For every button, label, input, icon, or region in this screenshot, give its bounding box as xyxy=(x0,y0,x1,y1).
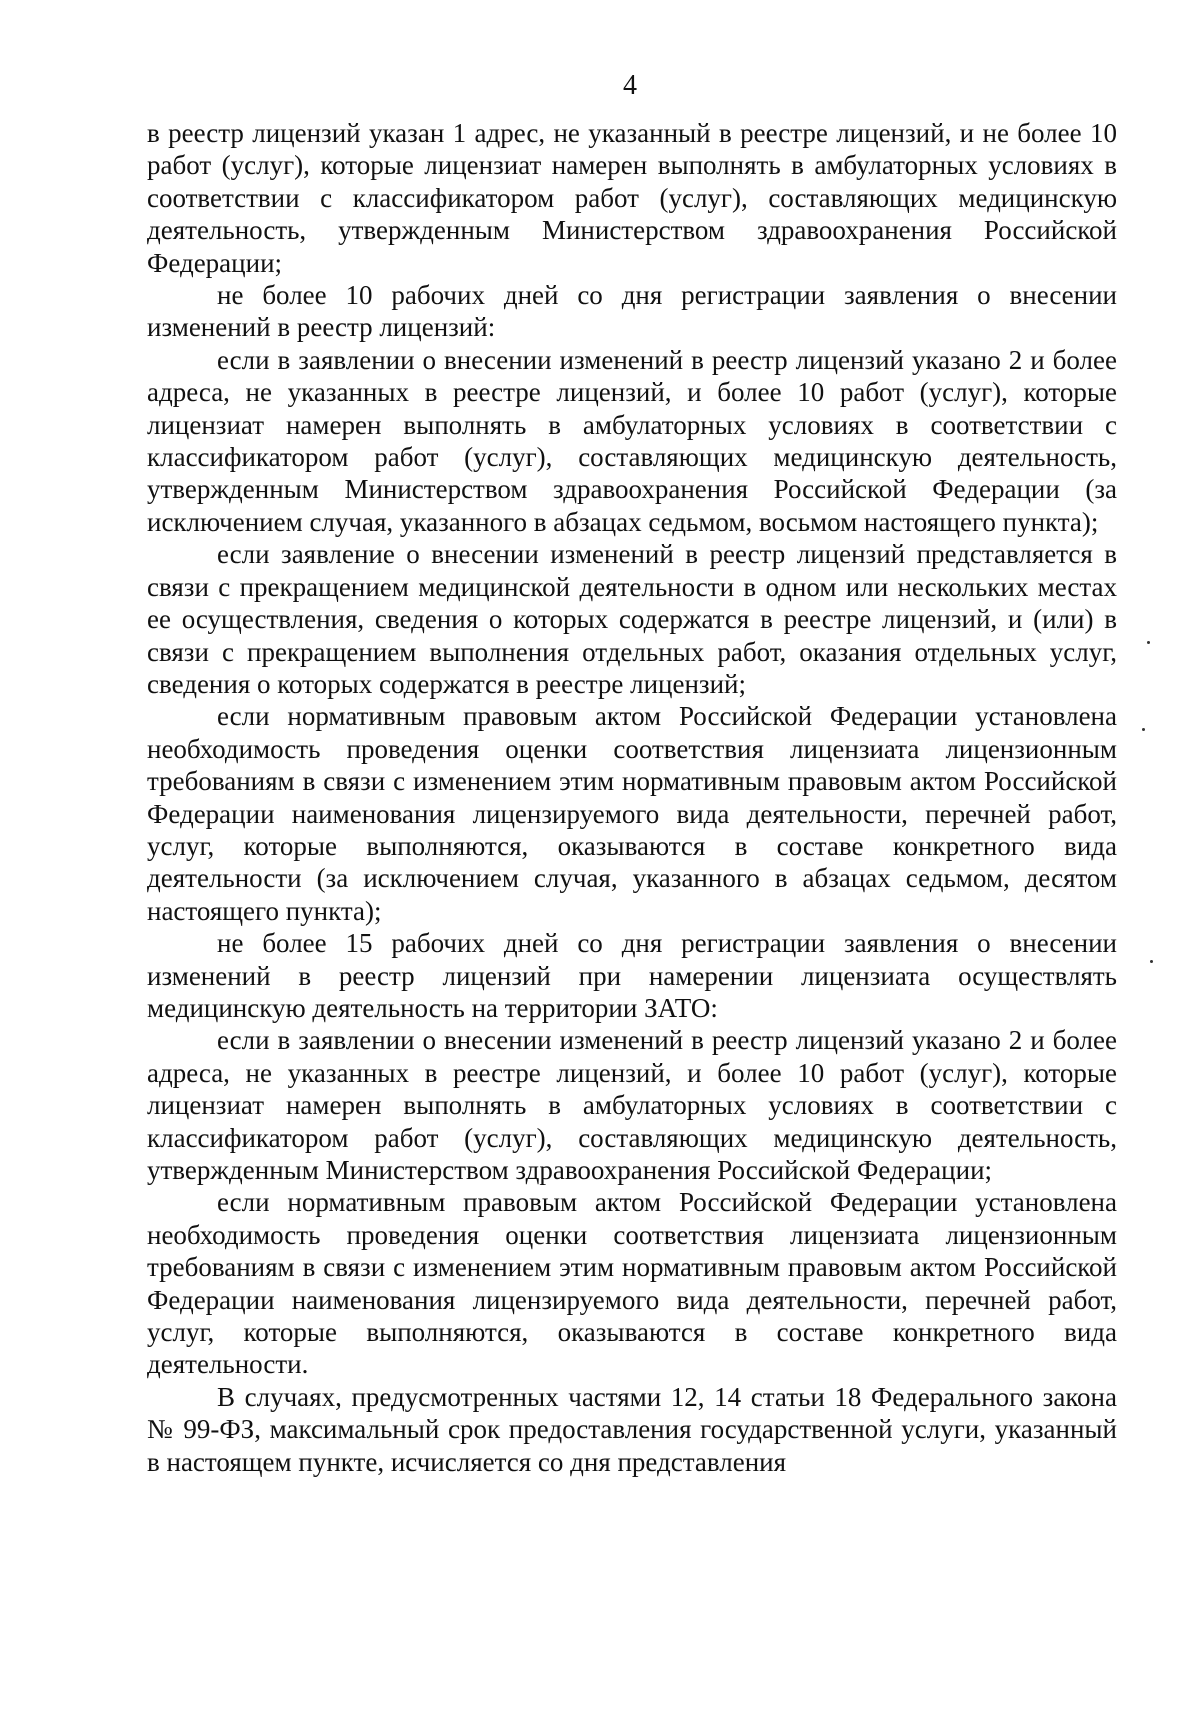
paragraph-termination-of-activity: если заявление о внесении изменений в реестр лицензий представляется в связи с прекращением медицинской деятельности в одном или нескольких местах ее осуществления, сведения о которых содержатся в реестре лицензий, и (или) в связи с прекращением выполнения отдельных работ, оказания отдельных услуг, сведения о которых содержатся в реестре лицензий; xyxy=(147,539,1117,699)
paragraph-10-days-term: не более 10 рабочих дней со дня регистрации заявления о внесении изменений в реестр лицензий: xyxy=(147,280,1117,343)
scan-speck xyxy=(1142,728,1145,731)
scan-speck xyxy=(1147,641,1150,644)
paragraph-zato-two-or-more-addresses: если в заявлении о внесении изменений в реестр лицензий указано 2 и более адреса, не указанных в реестре лицензий, и более 10 работ (услуг), которые лицензиат намерен выполнять в амбулаторных условиях в соответствии с классификатором работ (услуг), составляющих медицинскую деятельность, утвержденным Министерством здравоохранения Российской Федерации; xyxy=(147,1025,1117,1185)
scan-speck xyxy=(1150,960,1153,963)
paragraph-zato-normative-act-change: если нормативным правовым актом Российской Федерации установлена необходимость проведения оценки соответствия лицензиата лицензионным требованиям в связи с изменением этим нормативным правовым актом Российской Федерации наименования лицензируемого вида деятельности, перечней работ, услуг, которые выполняются, оказываются в составе конкретного вида деятельности. xyxy=(147,1187,1117,1380)
paragraph-normative-act-change: если нормативным правовым актом Российской Федерации установлена необходимость проведения оценки соответствия лицензиата лицензионным требованиям в связи с изменением этим нормативным правовым актом Российской Федерации наименования лицензируемого вида деятельности, перечней работ, услуг, которые выполняются, оказываются в составе конкретного вида деятельности (за исключением случая, указанного в абзацах седьмом, десятом настоящего пункта); xyxy=(147,701,1117,926)
paragraph-two-or-more-addresses: если в заявлении о внесении изменений в реестр лицензий указано 2 и более адреса, не указанных в реестре лицензий, и более 10 работ (услуг), которые лицензиат намерен выполнять в амбулаторных условиях в соответствии с классификатором работ (услуг), составляющих медицинскую деятельность, утвержденным Министерством здравоохранения Российской Федерации (за исключением случая, указанного в абзацах седьмом, восьмом настоящего пункта); xyxy=(147,344,1117,537)
paragraph-continuation: в реестр лицензий указан 1 адрес, не указанный в реестре лицензий, и не более 10 работ (услуг), которые лицензиат намерен выполнять в амбулаторных условиях в соответствии с классификатором работ (услуг), составляющих медицинскую деятельность, утвержденным Министерством здравоохранения Российской Федерации; xyxy=(147,118,1117,278)
page-number: 4 xyxy=(623,70,637,101)
paragraph-15-days-term-zato: не более 15 рабочих дней со дня регистрации заявления о внесении изменений в реестр лицензий при намерении лицензиата осуществлять медицинскую деятельность на территории ЗАТО: xyxy=(147,928,1117,1023)
document-body xyxy=(147,117,1117,1478)
paragraph-cases-article-18: В случаях, предусмотренных частями 12, 14 статьи 18 Федерального закона № 99-ФЗ, максимальный срок предоставления государственной услуги, указанный в настоящем пункте, исчисляется со дня представления xyxy=(147,1381,1117,1477)
